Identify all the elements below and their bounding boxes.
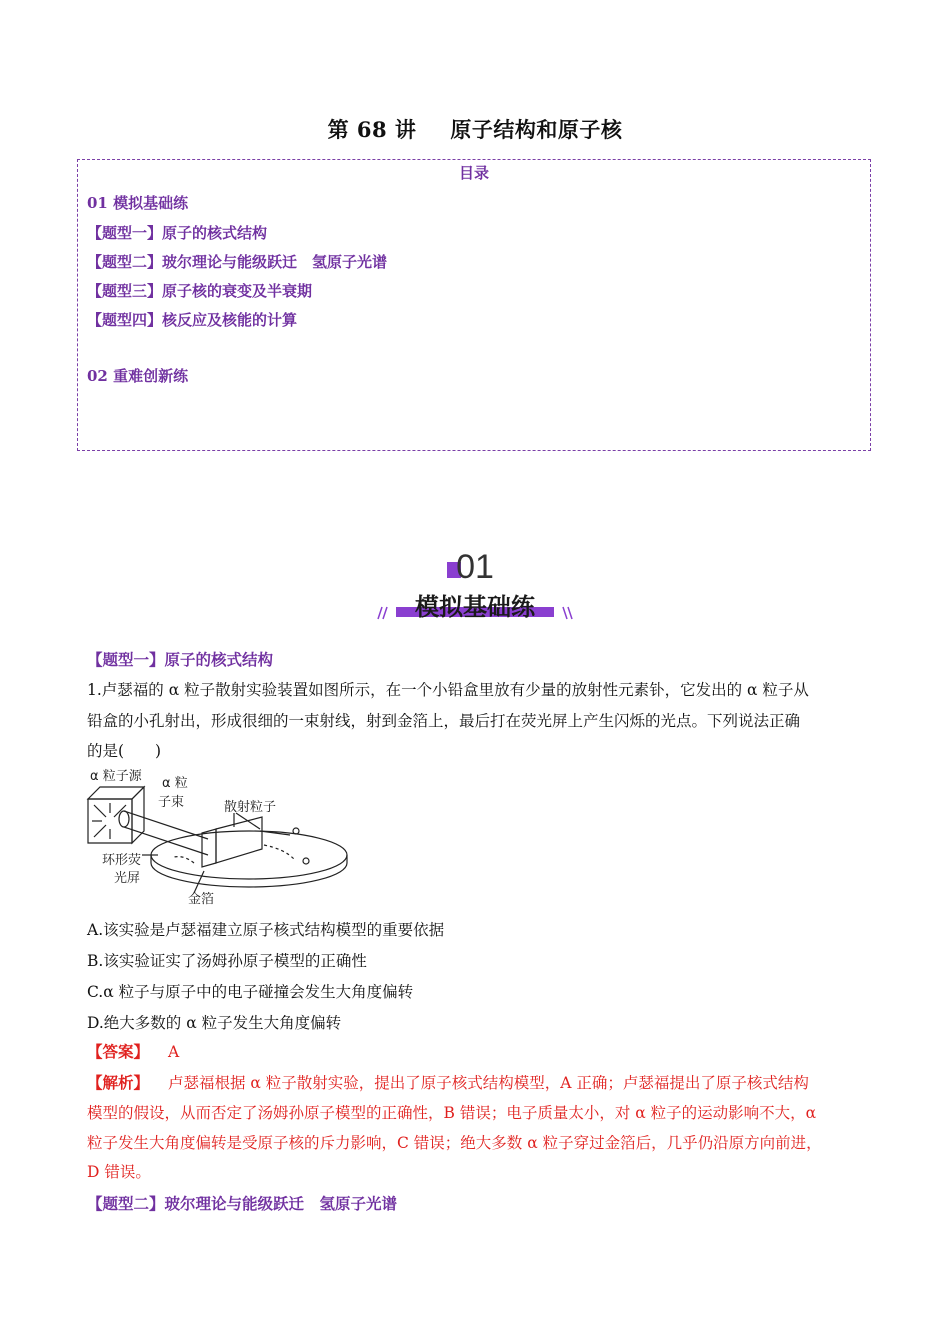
- label-scattered: 散射粒子: [224, 800, 277, 815]
- label-alpha-source: α 粒子源: [90, 769, 142, 784]
- label-screen-1: 环形荧: [102, 853, 142, 868]
- banner-number: 01: [456, 548, 494, 586]
- answer-value: A: [167, 1043, 180, 1061]
- answer-line: [87, 1036, 877, 1068]
- question-1-line-3: 的是( ): [87, 742, 162, 760]
- section-heading-type-2: 【题型二】玻尔理论与能级跃迁 氢原子光谱: [87, 1194, 398, 1213]
- option-a[interactable]: A.该实验是卢瑟福建立原子核式结构模型的重要依据: [87, 921, 445, 939]
- toc-item-type-4[interactable]: 【题型四】核反应及核能的计算: [87, 311, 298, 329]
- toc-item-type-3[interactable]: 【题型三】原子核的衰变及半衰期: [87, 282, 313, 300]
- option-d[interactable]: D.绝大多数的 α 粒子发生大角度偏转: [87, 1014, 342, 1032]
- option-b[interactable]: B.该实验证实了汤姆孙原子模型的正确性: [87, 952, 367, 970]
- label-alpha-beam-2: 子束: [158, 795, 185, 810]
- banner-title: 模拟基础练: [415, 593, 535, 621]
- label-screen-2: 光屏: [114, 871, 141, 886]
- toc-item-type-1[interactable]: 【题型一】原子的核式结构: [87, 224, 268, 242]
- toc-item-type-2[interactable]: 【题型二】玻尔理论与能级跃迁 氢原子光谱: [87, 253, 388, 271]
- alpha-scattering-figure: [84, 765, 374, 913]
- analysis-line-4: D 错误。: [87, 1163, 151, 1181]
- question-1-line-2: 铅盒的小孔射出，形成很细的一束射线，射到金箔上，最后打在荧光屏上产生闪烁的光点。下列说法正确: [87, 712, 801, 730]
- analysis-label: 【解析】: [87, 1073, 150, 1092]
- label-alpha-beam-1: α 粒: [162, 776, 188, 791]
- lecture-number: 第 68 讲: [327, 117, 417, 142]
- option-c[interactable]: C.α 粒子与原子中的电子碰撞会发生大角度偏转: [87, 983, 414, 1001]
- section-banner: [370, 545, 580, 625]
- question-1-line-1: 1.卢瑟福的 α 粒子散射实验装置如图所示，在一个小铅盒里放有少量的放射性元素钋，它发出的 α 粒子从: [87, 681, 809, 699]
- toc-item-advanced-practice[interactable]: 02 重难创新练: [87, 367, 189, 385]
- toc-heading: 目录: [458, 164, 489, 182]
- table-of-contents: [77, 159, 871, 451]
- banner-graphic: [370, 545, 580, 625]
- analysis-line-2: 模型的假设，从而否定了汤姆孙原子模型的正确性，B 错误；电子质量太小，对 α 粒子的运动影响不大，α: [87, 1104, 817, 1122]
- label-foil: 金箔: [188, 892, 215, 907]
- lecture-title: 原子结构和原子核: [450, 117, 623, 142]
- answer-label: 【答案】: [87, 1042, 150, 1061]
- page-title: [0, 114, 950, 144]
- toc-item-basic-practice[interactable]: 01 模拟基础练: [87, 194, 189, 212]
- section-heading-type-1: 【题型一】原子的核式结构: [87, 650, 274, 669]
- analysis-line-3: 粒子发生大角度偏转是受原子核的斥力影响，C 错误；绝大多数 α 粒子穿过金箔后，几乎仍沿原方向前进，: [87, 1134, 822, 1152]
- analysis-line-1: 【解析】 卢瑟福根据 α 粒子散射实验，提出了原子核式结构模型，A 正确；卢瑟福提出了原子核式结构: [87, 1073, 809, 1092]
